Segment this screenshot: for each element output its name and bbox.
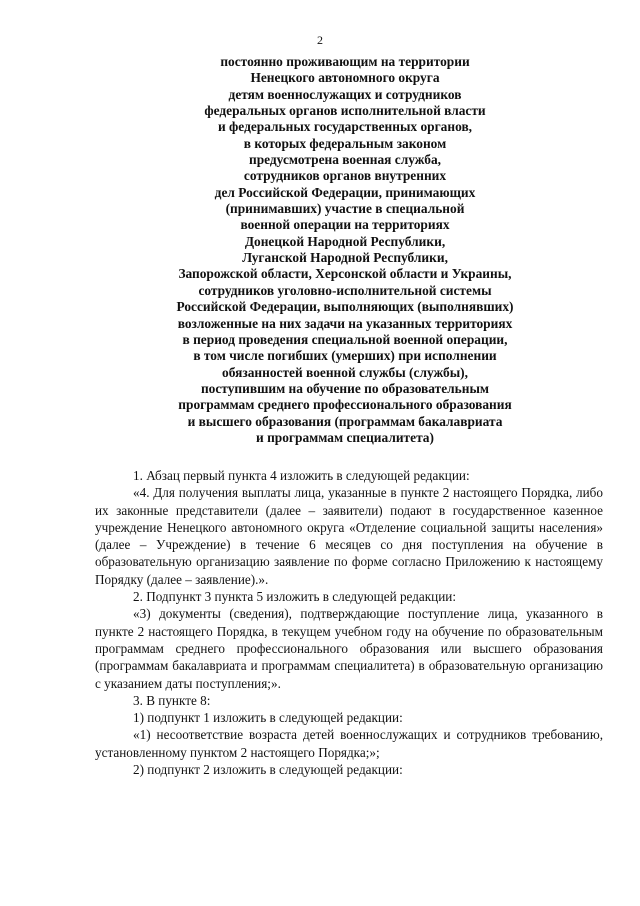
- page-number: 2: [317, 33, 323, 47]
- paragraph-subitem-2: 2) подпункт 2 изложить в следующей редакции:: [133, 762, 403, 778]
- title-line: в том числе погибших (умерших) при исполнении: [193, 348, 497, 364]
- title-line: предусмотрена военная служба,: [248, 152, 442, 168]
- title-line: Луганской Народной Республики,: [242, 250, 448, 266]
- title-line: сотрудников органов внутренних: [243, 168, 447, 184]
- title-line: военной операции на территориях: [240, 217, 450, 233]
- title-line: поступившим на обучение по образовательным: [200, 380, 490, 396]
- title-line: и федеральных государственных органов,: [217, 119, 473, 135]
- document-body: [95, 467, 603, 778]
- title-line: Ненецкого автономного округа: [250, 70, 440, 86]
- title-line: детям военнослужащих и сотрудников: [228, 86, 462, 102]
- title-line: и программам специалитета): [256, 429, 434, 445]
- title-line: дел Российской Федерации, принимающих: [214, 184, 476, 200]
- title-line: (принимавших) участие в специальной: [225, 201, 465, 217]
- paragraph-amendment-1: «1) несоответствие возраста детей военнослужащих и сотрудников требованию, установленному пунктом 2 настоящего Порядка;»;: [95, 727, 603, 760]
- title-line: программам среднего профессионального образования: [178, 397, 512, 413]
- paragraph-item-3: 3. В пункте 8:: [133, 692, 211, 708]
- title-line: в период проведения специальной военной операции,: [182, 331, 508, 347]
- title-line: Российской Федерации, выполняющих (выполнявших): [176, 299, 514, 315]
- title-line: федеральных органов исполнительной власти: [204, 103, 486, 119]
- paragraph-item-2: 2. Подпункт 3 пункта 5 изложить в следующей редакции:: [133, 589, 457, 605]
- paragraph-subitem-1: 1) подпункт 1 изложить в следующей редакции:: [133, 710, 403, 726]
- paragraph-amendment-3: «3) документы (сведения), подтверждающие поступление лица, указанного в пункте 2 настоящего Порядка, в текущем учебном году на обучение по образовательным программам среднего профессионального образования или высшего образования (программам бакалавриата и программам специалитета) в образовательную организацию с указанием даты поступления;».: [95, 606, 603, 691]
- title-line: обязанностей военной службы (службы),: [222, 364, 468, 380]
- title-line: постоянно проживающим на территории: [220, 54, 470, 69]
- title-line: и высшего образования (программам бакалавриата: [187, 413, 503, 429]
- paragraph-amendment-4: «4. Для получения выплаты лица, указанные в пункте 2 настоящего Порядка, либо их законные представители (далее – заявители) подают в государственное казенное учреждение Ненецкого автономного округа «Отделение социальной защиты населения» (далее – Учреждение) в течение 6 месяцев со дня поступления на обучение в образовательную организацию заявление по форме согласно Приложению к настоящему Порядку (далее – заявление).».: [95, 485, 603, 587]
- title-line: сотрудников уголовно-исполнительной системы: [198, 282, 492, 298]
- document-title: [150, 54, 540, 446]
- title-line: Донецкой Народной Республики,: [244, 233, 446, 249]
- title-line: Запорожской области, Херсонской области и Украины,: [178, 266, 512, 282]
- title-line: возложенные на них задачи на указанных территориях: [177, 315, 513, 331]
- title-line: в которых федеральным законом: [243, 135, 447, 151]
- paragraph-item-1: 1. Абзац первый пункта 4 изложить в следующей редакции:: [133, 468, 470, 483]
